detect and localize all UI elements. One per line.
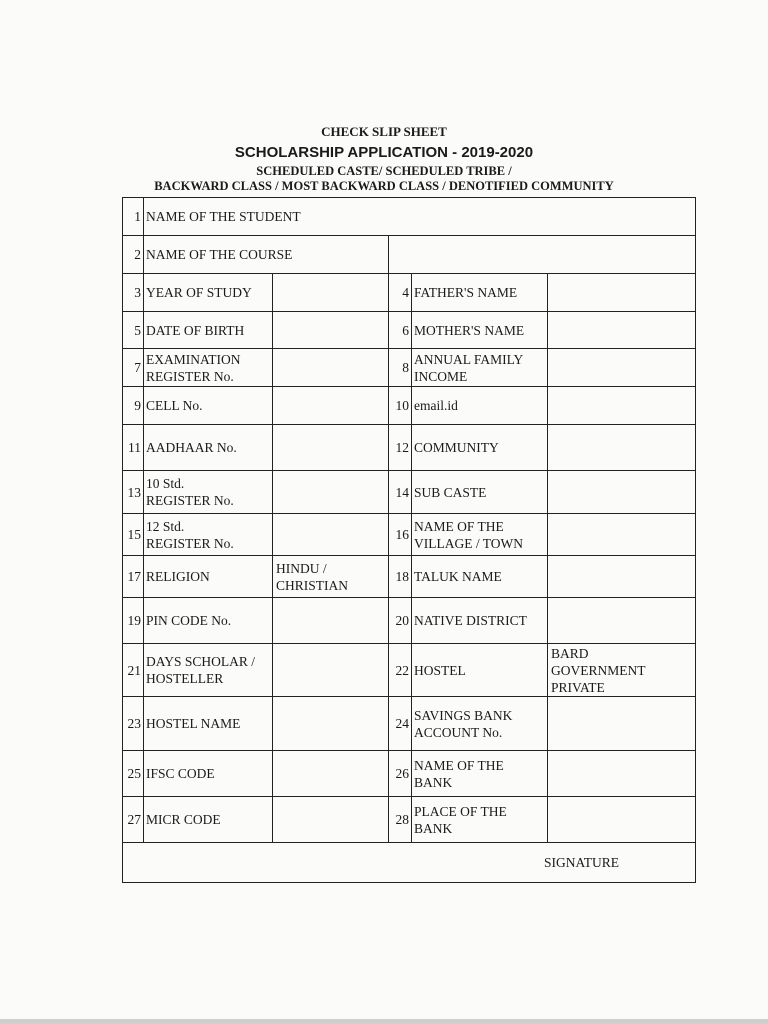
- micr-code-value[interactable]: [273, 797, 389, 843]
- field-label-mothers-name: MOTHER'S NAME: [412, 312, 548, 349]
- field-label-email-id: email.id: [412, 387, 548, 425]
- field-label-date-of-birth: DATE OF BIRTH: [144, 312, 273, 349]
- taluk-name-value[interactable]: [548, 556, 695, 598]
- date-of-birth-value[interactable]: [273, 312, 389, 349]
- annual-family-income-value[interactable]: [548, 349, 695, 387]
- field-label-hostel: HOSTEL: [412, 644, 548, 697]
- field-number: 7: [123, 349, 144, 387]
- field-label-annual-family-income: ANNUAL FAMILY INCOME: [412, 349, 548, 387]
- field-number: 17: [123, 556, 144, 598]
- days-scholar-hosteller-value[interactable]: [273, 644, 389, 697]
- field-label-12th-register-no: 12 Std. REGISTER No.: [144, 514, 273, 556]
- field-number: 11: [123, 425, 144, 471]
- ifsc-code-value[interactable]: [273, 751, 389, 797]
- field-label-course-name: NAME OF THE COURSE: [144, 236, 389, 274]
- course-name-value[interactable]: [389, 236, 695, 274]
- scholarship-title: SCHOLARSHIP APPLICATION - 2019-2020: [234, 144, 534, 161]
- cell-no-value[interactable]: [273, 387, 389, 425]
- pin-code-value[interactable]: [273, 598, 389, 644]
- field-number: 24: [389, 697, 412, 751]
- field-label-savings-bank-account: SAVINGS BANK ACCOUNT No.: [412, 697, 548, 751]
- field-label-ifsc-code: IFSC CODE: [144, 751, 273, 797]
- field-label-year-of-study: YEAR OF STUDY: [144, 274, 273, 312]
- field-label-community: COMMUNITY: [412, 425, 548, 471]
- field-number: 13: [123, 471, 144, 514]
- field-number: 15: [123, 514, 144, 556]
- exam-register-no-value[interactable]: [273, 349, 389, 387]
- field-number: 21: [123, 644, 144, 697]
- field-number: 12: [389, 425, 412, 471]
- fathers-name-value[interactable]: [548, 274, 695, 312]
- field-number: 9: [123, 387, 144, 425]
- religion-value[interactable]: HINDU / CHRISTIAN: [273, 556, 389, 598]
- field-number: 10: [389, 387, 412, 425]
- field-number: 27: [123, 797, 144, 843]
- sub-caste-value[interactable]: [548, 471, 695, 514]
- 10th-register-no-value[interactable]: [273, 471, 389, 514]
- field-label-village-town: NAME OF THE VILLAGE / TOWN: [412, 514, 548, 556]
- field-label-taluk-name: TALUK NAME: [412, 556, 548, 598]
- field-label-exam-register-no: EXAMINATION REGISTER No.: [144, 349, 273, 387]
- field-number: 8: [389, 349, 412, 387]
- field-label-fathers-name: FATHER'S NAME: [412, 274, 548, 312]
- category-line-1: SCHEDULED CASTE/ SCHEDULED TRIBE /: [256, 164, 512, 178]
- village-town-value[interactable]: [548, 514, 695, 556]
- signature-label: SIGNATURE: [544, 855, 620, 870]
- savings-bank-account-value[interactable]: [548, 697, 695, 751]
- year-of-study-value[interactable]: [273, 274, 389, 312]
- mothers-name-value[interactable]: [548, 312, 695, 349]
- field-number: 26: [389, 751, 412, 797]
- field-number: 20: [389, 598, 412, 644]
- field-number: 5: [123, 312, 144, 349]
- field-label-sub-caste: SUB CASTE: [412, 471, 548, 514]
- field-number: 6: [389, 312, 412, 349]
- 12th-register-no-value[interactable]: [273, 514, 389, 556]
- field-number: 22: [389, 644, 412, 697]
- field-number: 23: [123, 697, 144, 751]
- field-label-days-scholar-hosteller: DAYS SCHOLAR / HOSTELLER: [144, 644, 273, 697]
- hostel-type-options[interactable]: BARD GOVERNMENT PRIVATE: [548, 644, 695, 697]
- field-number: 25: [123, 751, 144, 797]
- field-label-religion: RELIGION: [144, 556, 273, 598]
- scan-edge: [0, 1019, 768, 1024]
- field-label-10th-register-no: 10 Std. REGISTER No.: [144, 471, 273, 514]
- field-number: 1: [123, 198, 144, 236]
- field-label-student-name: NAME OF THE STUDENT: [144, 198, 695, 236]
- bank-place-value[interactable]: [548, 797, 695, 843]
- field-label-native-district: NATIVE DISTRICT: [412, 598, 548, 644]
- field-label-pin-code: PIN CODE No.: [144, 598, 273, 644]
- field-number: 18: [389, 556, 412, 598]
- field-number: 3: [123, 274, 144, 312]
- category-line-2: BACKWARD CLASS / MOST BACKWARD CLASS / DENOTIFIED COMMUNITY: [154, 179, 614, 193]
- field-label-bank-place: PLACE OF THE BANK: [412, 797, 548, 843]
- community-value[interactable]: [548, 425, 695, 471]
- email-id-value[interactable]: [548, 387, 695, 425]
- field-label-cell-no: CELL No.: [144, 387, 273, 425]
- field-number: 28: [389, 797, 412, 843]
- bank-name-value[interactable]: [548, 751, 695, 797]
- field-number: 14: [389, 471, 412, 514]
- aadhaar-no-value[interactable]: [273, 425, 389, 471]
- field-label-bank-name: NAME OF THE BANK: [412, 751, 548, 797]
- field-number: 16: [389, 514, 412, 556]
- application-form-table: [122, 197, 696, 883]
- field-number: 4: [389, 274, 412, 312]
- field-number: 19: [123, 598, 144, 644]
- field-label-aadhaar-no: AADHAAR No.: [144, 425, 273, 471]
- field-label-micr-code: MICR CODE: [144, 797, 273, 843]
- hostel-name-value[interactable]: [273, 697, 389, 751]
- check-slip-title: CHECK SLIP SHEET: [321, 124, 447, 139]
- field-number: 2: [123, 236, 144, 274]
- field-label-hostel-name: HOSTEL NAME: [144, 697, 273, 751]
- native-district-value[interactable]: [548, 598, 695, 644]
- signature-area[interactable]: [123, 843, 695, 882]
